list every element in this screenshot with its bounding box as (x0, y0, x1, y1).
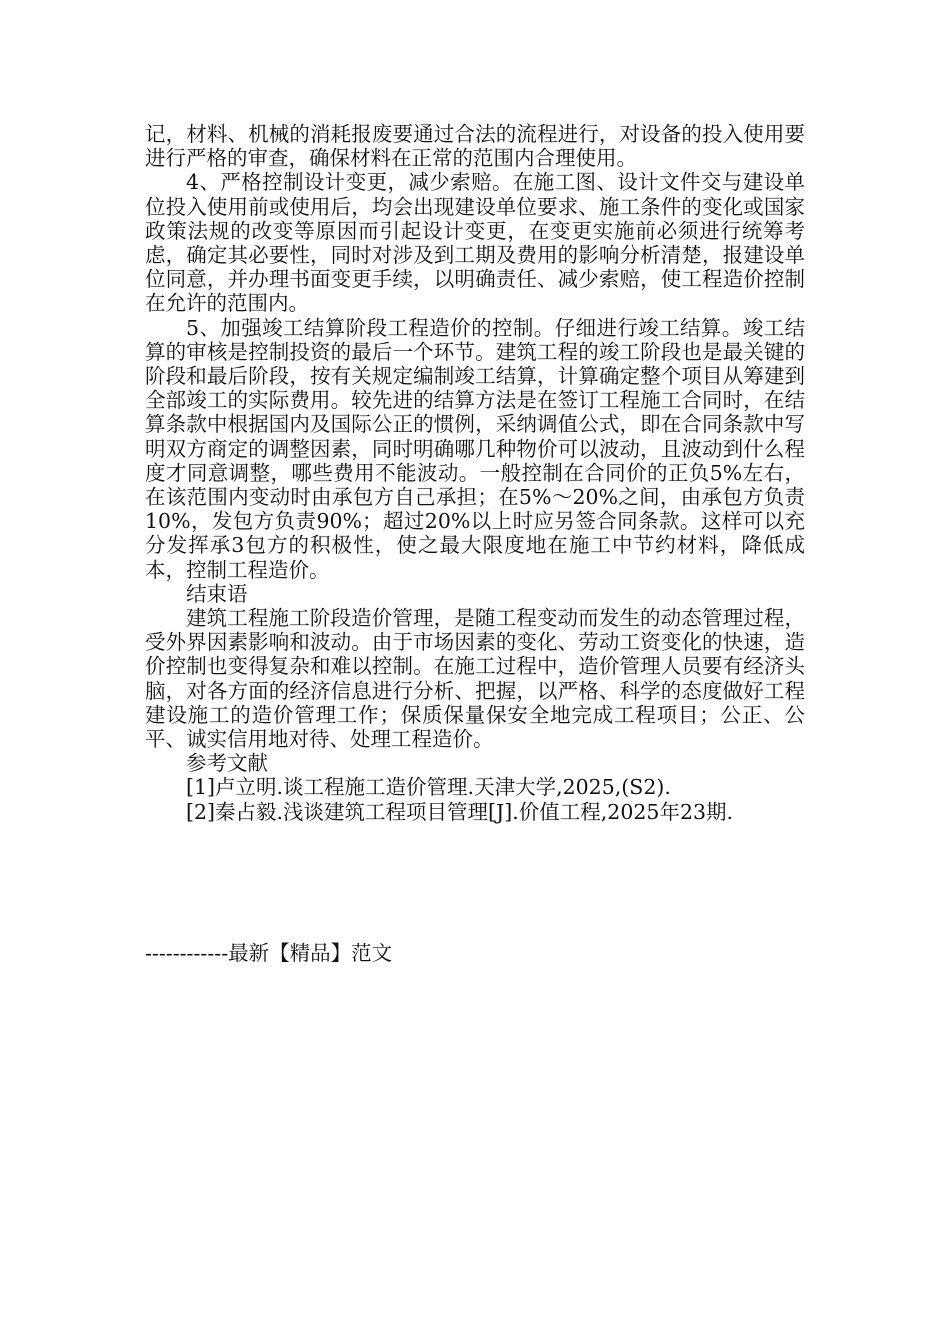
document-body (145, 122, 805, 824)
section-heading-references: 参考文献 (186, 751, 268, 776)
paragraph-completion-settlement: 5、加强竣工结算阶段工程造价的控制。仔细进行竣工结算。竣工结算的审核是控制投资的最后一个环节。建筑工程的竣工阶段也是最关键的阶段和最后阶段，按有关规定编制竣工结算，计算确定整个项目从筹建到全部竣工的实际费用。较先进的结算方法是在签订工程施工合同时，在结算条款中根据国内及国际公正的惯例，采纳调值公式，即在合同条款中写明双方商定的调整因素，同时明确哪几种物价可以波动，且波动到什么程度才同意调整，哪些费用不能波动。一般控制在合同价的正负5%左右，在该范围内变动时由承包方自己承担；在5%～20%之间，由承包方负责10%，发包方负责90%；超过20%以上时应另签合同条款。这样可以充分发挥承3包方的积极性，使之最大限度地在施工中节约材料，降低成本，控制工程造价。 (145, 315, 805, 582)
reference-item-2: [2]秦占毅.浅谈建筑工程项目管理[J].价值工程,2025年23期. (186, 799, 734, 824)
section-heading-conclusion: 结束语 (186, 581, 248, 606)
reference-item-1: [1]卢立明.谈工程施工造价管理.天津大学,2025,(S2). (186, 775, 671, 800)
paragraph-design-change: 4、严格控制设计变更，减少索赔。在施工图、设计文件交与建设单位投入使用前或使用后，均会出现建设单位要求、施工条件的变化或国家政策法规的改变等原因而引起设计变更，在变更实施前必须进行统筹考虑，确定其必要性，同时对涉及到工期及费用的影响分析清楚，报建设单位同意，并办理书面变更手续，以明确责任、减少索赔，使工程造价控制在允许的范围内。 (145, 170, 805, 316)
footer-banner: ------------最新【精品】范文 (145, 941, 393, 965)
paragraph-continuation: 记，材料、机械的消耗报废要通过合法的流程进行，对设备的投入使用要进行严格的审查，确保材料在正常的范围内合理使用。 (145, 122, 805, 171)
paragraph-conclusion: 建筑工程施工阶段造价管理，是随工程变动而发生的动态管理过程，受外界因素影响和波动。由于市场因素的变化、劳动工资变化的快速，造价控制也变得复杂和难以控制。在施工过程中，造价管理人员要有经济头脑，对各方面的经济信息进行分析、把握，以严格、科学的态度做好工程建设施工的造价管理工作；保质保量保安全地完成工程项目；公正、公平、诚实信用地对待、处理工程造价。 (145, 606, 805, 752)
